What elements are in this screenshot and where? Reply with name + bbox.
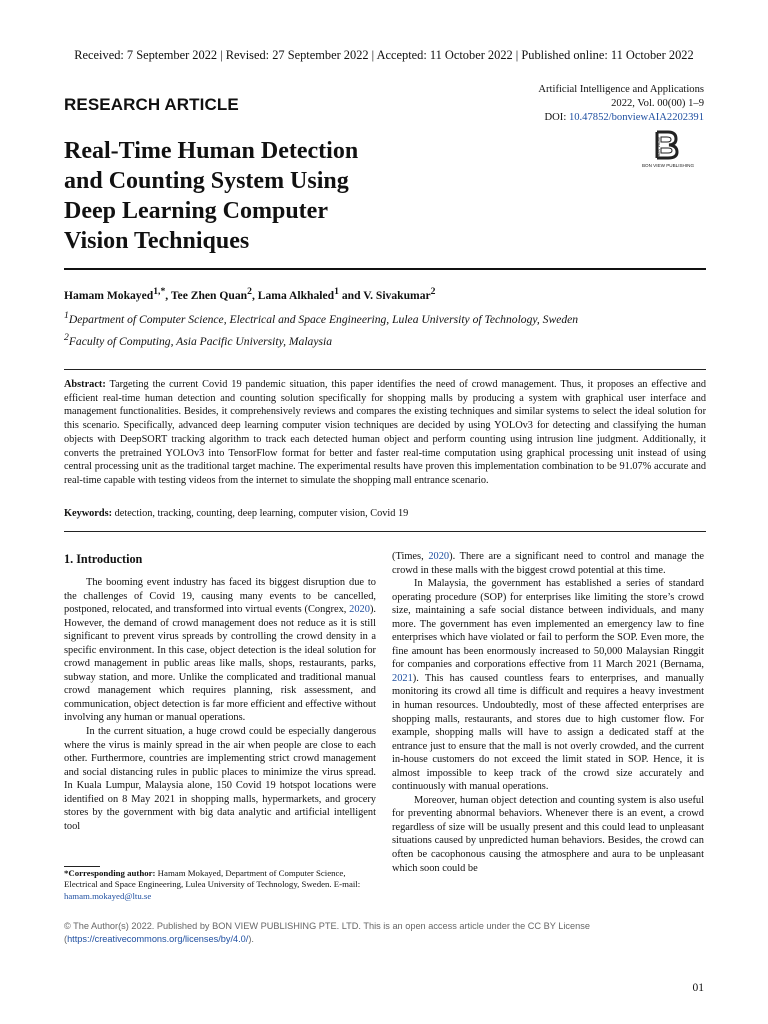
- title-line-4: Vision Techniques: [64, 228, 250, 254]
- paper-title: [64, 136, 404, 256]
- right-column: [392, 550, 704, 875]
- author-affil-sup: 1,*: [153, 286, 166, 297]
- logo-side-text: BON VIEW: [656, 137, 661, 158]
- footnote-rule: [64, 866, 100, 867]
- author-name: Tee Zhen Quan: [170, 288, 248, 302]
- doi-link[interactable]: 10.47852/bonviewAIA2202391: [568, 112, 704, 123]
- author-separator: ,: [165, 288, 171, 302]
- paragraph-text: (Times,: [392, 551, 429, 562]
- keywords-text: detection, tracking, counting, deep learning, computer vision, Covid 19: [112, 508, 409, 519]
- paragraph: [64, 576, 376, 725]
- affiliation-2: [64, 332, 332, 348]
- paragraph: [392, 550, 704, 577]
- abstract-label: Abstract:: [64, 379, 106, 390]
- abstract-bottom-rule: [64, 531, 706, 532]
- affil-sup: 1: [64, 310, 69, 321]
- publication-dates: Received: 7 September 2022 | Revised: 27 September 2022 | Accepted: 11 October 2022 | Published online: 11 October 2022: [74, 48, 694, 62]
- title-line-3: Deep Learning Computer: [64, 198, 328, 224]
- author-separator: and: [338, 288, 364, 302]
- paragraph-text: In Malaysia, the government has established a series of standard operating procedure (SOP) for enterprises like limiting the store’s crowd size, maintaining a safe social distance between individuals, and many more. The government has even implemented an emergency law to fine enterprises which have violated or fail to perform the SOP. Even more, the fine amount has been enormously increased to 50,000 Malaysian Ringgit for companies and corporations effective from 11 March 2021 (Bernama,: [392, 578, 704, 671]
- author-affil-sup: 1: [334, 286, 339, 297]
- keywords-label: Keywords:: [64, 508, 113, 519]
- left-column: [64, 576, 376, 833]
- title-line-1: Real-Time Human Detection: [64, 138, 359, 164]
- paragraph-text: ). However, the demand of crowd management does not reduce as it is still significant to prevent virus spreads by controlling the crowd density in a specific environment. In this case, object detection is the ideal solution for crowd management in public areas like malls, shops, restaurants, parks, subway station, and more. Unlike the complicated and traditional manual crowd management which requires planning, risk assessment, and communication, object detection is far more efficient and effective without involving any human or manual operations.: [64, 604, 376, 724]
- paragraph: In the current situation, a huge crowd could be especially dangerous where the virus is mainly spread in the air when people are close to each other. Furthermore, countries are implementing strict crowd management and social distancing rules in public places to minimize the virus spread. In Kuala Lumpur, Malaysia alone, 150 Covid 19 hotspot locations were identified on 8 May 2021 in shopping malls, hypermarkets, and grocery stores by the government with big data analytic and artificial intelligent tool: [64, 726, 376, 832]
- paragraph: [392, 577, 704, 794]
- author-list: [64, 286, 435, 302]
- page-number: 01: [692, 982, 704, 994]
- email-link[interactable]: hamam.mokayed@ltu.se: [64, 890, 152, 901]
- footnote-label: *Corresponding author:: [64, 868, 156, 878]
- publisher-logo: [630, 128, 706, 170]
- paragraph: Moreover, human object detection and counting system is also useful for preventing abnormal behaviors. Whenever there is an event, a crowd regardless of size will be usually present and this could lead to unpleasant situations caused by unpredicted human behaviors. Besides, the crowd can often be cacophonous causing the atmosphere and aura to be unpleasant which soon could be: [392, 794, 704, 874]
- bon-view-logo-icon: [630, 128, 706, 170]
- article-type-label: RESEARCH ARTICLE: [64, 95, 239, 114]
- author-separator: ,: [251, 288, 258, 302]
- license-link[interactable]: https://creativecommons.org/licenses/by/4.0/: [67, 933, 249, 944]
- journal-info: [538, 83, 704, 125]
- paragraph-text: The booming event industry has faced its biggest disruption due to the challenges of Covid 19, causing many events to be cancelled, postponed, relocated, and transformed into virtual events (Congrex,: [64, 577, 376, 616]
- logo-text: BON VIEW PUBLISHING: [641, 163, 695, 168]
- title-line-2: and Counting System Using: [64, 168, 349, 194]
- doi-label: DOI:: [544, 112, 567, 123]
- journal-volume: 2022, Vol. 00(00) 1–9: [611, 98, 704, 109]
- citation-link[interactable]: 2021: [392, 672, 413, 684]
- journal-name: Artificial Intelligence and Applications: [538, 84, 704, 95]
- affiliation-1: [64, 310, 578, 326]
- title-divider: [64, 268, 706, 270]
- affil-sup: 2: [64, 332, 69, 343]
- citation-link[interactable]: 2020: [349, 604, 370, 616]
- author-affil-sup: 2: [430, 286, 436, 297]
- section-heading: 1. Introduction: [64, 552, 143, 566]
- affil-text: Department of Computer Science, Electrical and Space Engineering, Lulea University of Technology, Sweden: [68, 312, 579, 326]
- citation-link[interactable]: 2020: [428, 551, 450, 562]
- author-name: V. Sivakumar: [363, 288, 431, 302]
- copyright-text: © The Author(s) 2022. Published by BON VIEW PUBLISHING PTE. LTD. This is an open access article under the CC BY License (: [64, 921, 590, 944]
- abstract: [64, 378, 706, 488]
- paragraph-text: ). There are a significant need to control and manage the crowd in these malls with the biggest crowd potential at this time.: [392, 551, 704, 576]
- abstract-top-rule: [64, 369, 706, 370]
- author-affil-sup: 2: [247, 286, 252, 297]
- copyright-text: ).: [248, 933, 254, 944]
- abstract-text: Targeting the current Covid 19 pandemic situation, this paper identifies the need of crowd management. Thus, it proposes an effective and efficient real-time human detection and counting solution specifically for shopping malls by producing a system with graphical user interface and management functionalities. Besides, it comprehensively reviews and compares the existing techniques and similar systems to select the ideal solution for this scenario. Specifically, advanced deep learning computer vision techniques are decided by using YOLOv3 for detecting and classifying the human objects with DeepSORT tracking algorithm to track each detected human object and perform counting using intrusion line judgment. Additionally, it converts the pretrained YOLOv3 into TensorFlow format for better and faster real-time computation using graphical processing unit instead of using central processing unit as the traditional target machine. The experimental results have proven this implementation combination to be 91.07% accurate and real-time capable with testing videos from the internet to simulate the shopping mall entrance scenario.: [64, 379, 706, 486]
- corresponding-author-footnote: [64, 868, 376, 902]
- footnote-text: Hamam Mokayed, Department of Computer Science, Electrical and Space Engineering, Lulea University of Technology, Sweden. E-mail:: [64, 868, 361, 890]
- paragraph-text: ). This has caused countless fears to enterprises, and manually monitoring its crowd all time is difficult and requires a heavy investment in human resources. Undoubtedly, most of these affected enterprises are shopping malls, restaurants, and stores due to high customer flow. For example, shopping malls will have to assign a dedicated staff at the entrance just to ensure that the mall is not overly crowded, and the current in-house customers do not exceed the limit stated in SOP. Hence, it is almost impossible to keep track of the crowd size accurately and continuously with manual operations.: [392, 672, 704, 793]
- affil-text: Faculty of Computing, Asia Pacific University, Malaysia: [68, 334, 333, 348]
- keywords: [64, 508, 706, 519]
- copyright-notice: [64, 920, 706, 945]
- doi-line: [538, 111, 704, 125]
- author-name: Lama Alkhaled: [257, 288, 335, 302]
- author-name: Hamam Mokayed: [64, 288, 154, 302]
